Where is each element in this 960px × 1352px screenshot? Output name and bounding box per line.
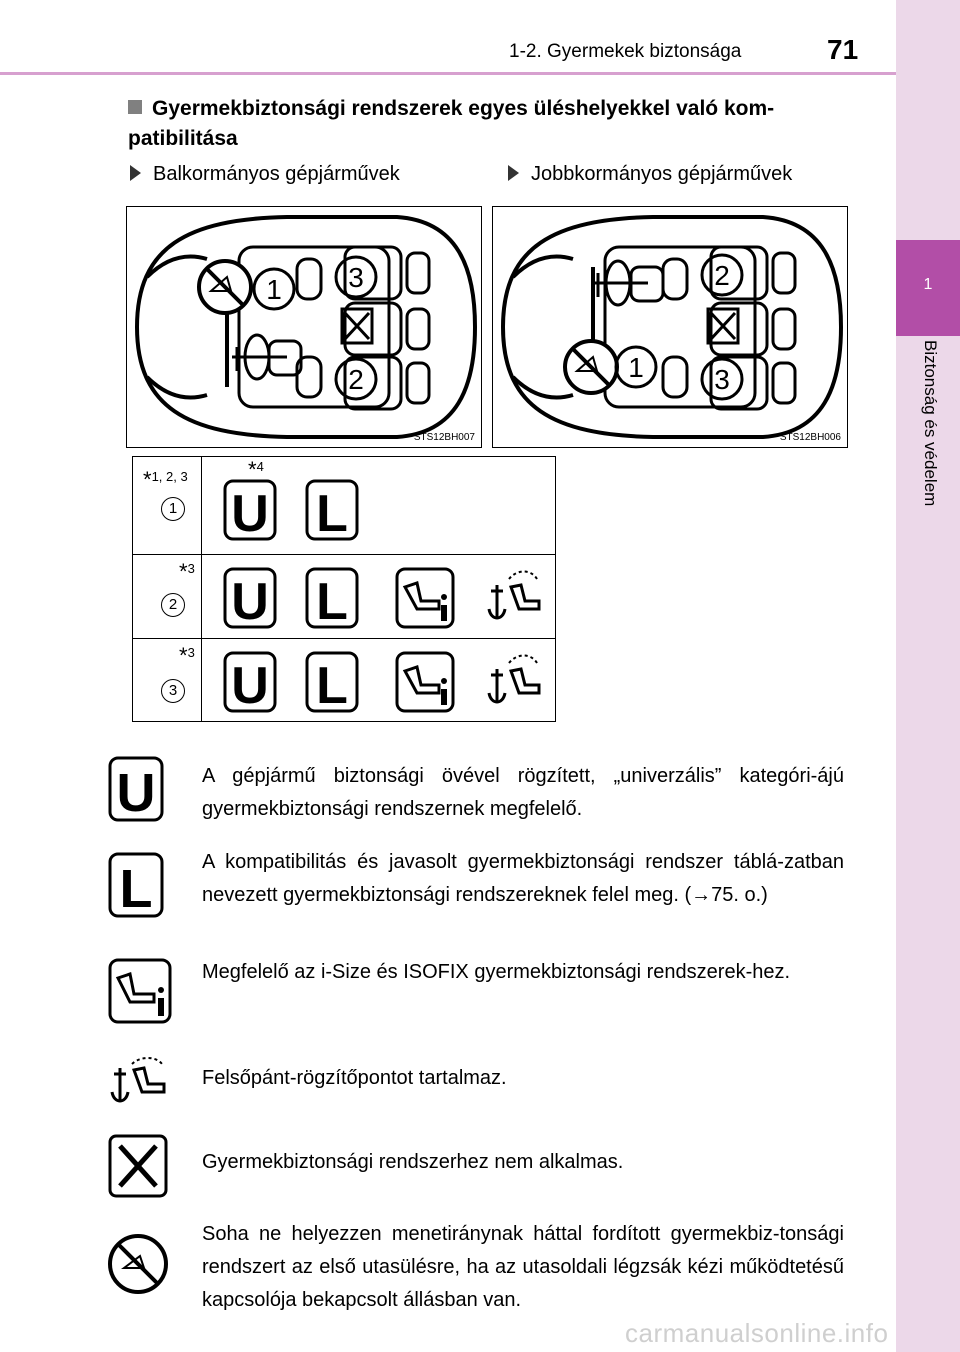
chapter-title: Biztonság és védelem [921,340,940,507]
seat-position-badge: 1 [161,497,185,521]
svg-text:L: L [316,657,348,713]
page-number: 71 [827,34,859,65]
legend-x-text: Gyermekbiztonsági rendszerhez nem alkalmas. [202,1151,624,1173]
section-title: 1-2. Gyermekek biztonsága [509,41,742,62]
figure-caption-left: STS12BH007 [413,432,475,443]
row-note: $*_3$ [179,559,195,584]
top-tether-icon [483,649,545,718]
subheading-right [508,163,792,186]
seat-3-label: 3 [348,262,364,293]
legend-no-rear-facing-text: Soha ne helyezzen menetiránynak háttal fordított gyermekbiz-tonsági rendszert az első utasülésre, ha az utasoldali légzsák kézi működtetésű kapcsolója bekapcsolt állásban van. [202,1223,844,1311]
row-note: $*_3$ [179,643,195,668]
table-row [133,639,555,721]
l-icon [108,852,164,923]
section-heading [128,94,844,154]
car-top-view-rhd [493,207,847,447]
u-icon [108,756,164,827]
seat-position-badge: 3 [161,679,185,703]
u-icon [223,651,277,718]
u-icon [223,479,277,546]
compatibility-table [132,456,556,722]
seat-2-label: 2 [714,260,730,291]
section-heading-text: Gyermekbiztonsági rendszerek egyes üléshelyekkel való kom-patibilitása [128,97,775,150]
triangle-bullet-icon [130,165,141,181]
figure-caption-right: STS12BH006 [779,432,841,443]
legend-tether-text: Felsőpánt-rögzítőpontot tartalmaz. [202,1067,507,1089]
table-row [133,457,555,555]
isofix-icon [395,651,455,718]
seat-2-label: 2 [348,364,364,395]
svg-text:U: U [231,573,269,629]
row-note-2: $*_4$ [248,457,264,482]
legend-isofix-text: Megfelelő az i-Size és ISOFIX gyermekbiztonsági rendszerek-hez. [202,961,791,983]
rhd-seat-diagram [492,206,848,448]
chapter-number: 1 [923,276,933,293]
isofix-icon [395,567,455,634]
isofix-icon [108,958,172,1029]
seat-position-badge: 2 [161,593,185,617]
subheading-right-text: Jobbkormányos gépjárművek [531,163,793,185]
seat-3-label: 3 [714,364,730,395]
seat-1-label: 1 [266,274,282,305]
subheading-left [130,163,400,186]
top-tether-icon [483,565,545,634]
table-row [133,555,555,639]
header-rule [0,72,896,75]
no-rear-facing-seat-icon [106,1232,170,1301]
not-suitable-x-icon [108,1134,168,1203]
u-icon [223,567,277,634]
top-tether-icon [106,1056,172,1111]
lhd-seat-diagram [126,206,482,448]
car-top-view-lhd [127,207,481,447]
l-icon [305,479,359,546]
subheading-left-text: Balkormányos gépjárművek [153,163,400,185]
svg-text:L: L [316,485,348,541]
svg-text:U: U [231,485,269,541]
watermark: carmanualsonline.info [625,1318,889,1348]
svg-text:L: L [316,573,348,629]
svg-text:L: L [119,859,153,918]
seat-1-label: 1 [628,352,644,383]
l-icon [305,651,359,718]
square-bullet-icon [128,100,142,114]
triangle-bullet-icon [508,165,519,181]
legend-l-text: A kompatibilitás és javasolt gyermekbiztonsági rendszer táblá-zatban nevezett gyermekbiztonsági rendszereknek felel meg. (→75. o.) [202,851,844,906]
svg-text:U: U [116,763,156,822]
chapter-side-tab [896,0,960,1352]
row-note: $*_{1, 2, 3}$ [143,467,188,492]
l-icon [305,567,359,634]
svg-text:U: U [231,657,269,713]
legend-u-text: A gépjármű biztonsági övével rögzített, „univerzális” kategóri-ájú gyermekbiztonsági rendszernek megfelelő. [202,765,844,820]
